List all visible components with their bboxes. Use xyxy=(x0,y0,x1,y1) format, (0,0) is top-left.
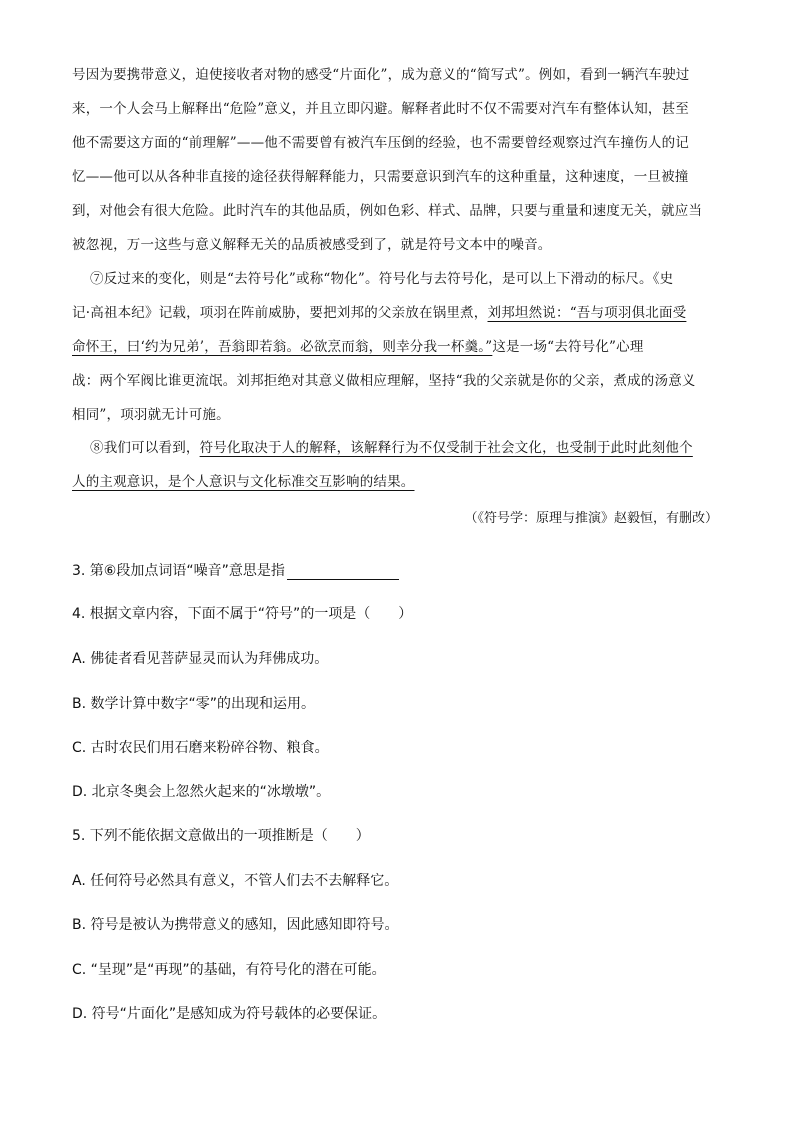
text-line: 被忽视，万一这些与意义解释无关的品质被感受到了，就是符号文本中的噪音。 xyxy=(72,237,552,253)
underlined-text: 刘邦坦然说：“吾与项羽俱北面受 xyxy=(487,305,687,321)
option-4d[interactable]: D. 北京冬奥会上忽然火起来的“冰墩墩”。 xyxy=(72,784,331,800)
source-citation: （《符号学：原理与推演》赵毅恒，有删改） xyxy=(464,511,718,526)
option-5b[interactable]: B. 符号是被认为携带意义的感知，因此感知即符号。 xyxy=(72,917,399,933)
text-line xyxy=(72,465,718,499)
question-5: 5. 下列不能依据文意做出的一项推断是（ ） xyxy=(72,828,370,844)
text-line: 他不需要这方面的“前理解”——他不需要曾有被汽车压倒的经验，也不需要曾经观察过汽车撞伤人的记 xyxy=(72,135,690,151)
option-5c[interactable]: C. “呈现”是“再现”的基础，有符号化的潜在可能。 xyxy=(72,962,386,978)
paragraph-6 xyxy=(72,58,718,262)
text-line xyxy=(72,296,718,330)
text-line: 到，对他会有很大危险。此时汽车的其他品质，例如色彩、样式、品牌，只要与重量和速度无关，就应当 xyxy=(72,203,703,219)
option-4a[interactable]: A. 佛徒者看见菩萨显灵而认为拜佛成功。 xyxy=(72,651,329,667)
question-3 xyxy=(72,560,399,580)
text-line: 相同”，项羽就无计可施。 xyxy=(72,407,230,423)
text-line: 忆——他可以从各种非直接的途径获得解释能力，只需要意识到汽车的这种重量，这种速度，一旦被撞 xyxy=(72,169,689,185)
text-line: ⑦反过来的变化，则是“去符号化”或称“物化”。符号化与去符号化，是可以上下滑动的标尺。《史 xyxy=(90,271,674,287)
underlined-text: 命怀王，曰‘约为兄弟’，吾翁即若翁。必欲烹而翁，则幸分我一杯羹。” xyxy=(72,339,493,355)
option-4b[interactable]: B. 数学计算中数字“零”的出现和运用。 xyxy=(72,696,316,712)
text-plain: 这是一场“去符号化”心理 xyxy=(492,339,644,355)
answer-blank[interactable] xyxy=(287,563,399,580)
option-5a[interactable]: A. 任何符号必然具有意义，不管人们去不去解释它。 xyxy=(72,873,399,889)
text-line xyxy=(72,431,718,465)
text-line xyxy=(72,330,718,364)
text-plain: ⑧我们可以看到， xyxy=(90,440,200,456)
text-line: 战：两个军阀比谁更流氓。刘邦拒绝对其意义做相应理解，坚持“我的父亲就是你的父亲，煮成的汤意义 xyxy=(72,373,696,389)
paragraph-7 xyxy=(72,262,718,432)
text-line: 来，一个人会马上解释出“危险”意义，并且立即闪避。解释者此时不仅不需要对汽车有整体认知，甚至 xyxy=(72,101,690,117)
question-text: 3. 第⑥段加点词语“噪音”意思是指 xyxy=(72,563,285,579)
paragraph-8 xyxy=(72,431,718,499)
underlined-text: 符号化取决于人的解释，该解释行为不仅受制于社会文化，也受制于此时此刻他个 xyxy=(199,440,693,456)
text-line: 号因为要携带意义，迫使接收者对物的感受“片面化”，成为意义的“简写式”。例如，看到一辆汽车驶过 xyxy=(72,67,690,83)
question-4: 4. 根据文章内容，下面不属于“符号”的一项是（ ） xyxy=(72,606,413,622)
option-4c[interactable]: C. 古时农民们用石磨来粉碎谷物、粮食。 xyxy=(72,740,329,756)
underlined-text: 人的主观意识，是个人意识与文化标准交互影响的结果。 xyxy=(72,474,415,490)
option-5d[interactable]: D. 符号“片面化”是感知成为符号载体的必要保证。 xyxy=(72,1006,387,1022)
text-plain: 记·高祖本纪》记载，项羽在阵前威胁，要把刘邦的父亲放在锅里煮， xyxy=(72,305,488,321)
